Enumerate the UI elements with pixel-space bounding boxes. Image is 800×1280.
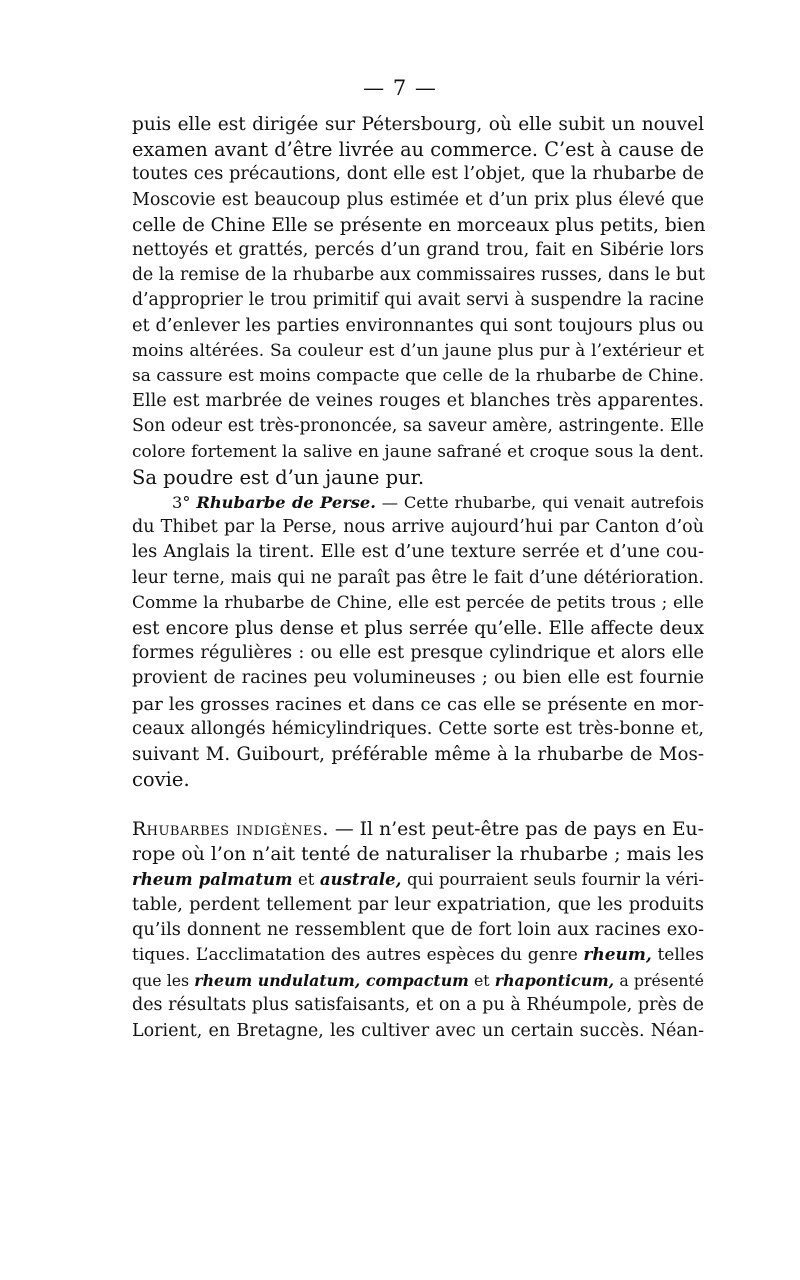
section-number: 3° (172, 493, 191, 513)
text-line: examen avant d’être livrée au commerce. C’est à cause de (132, 138, 704, 162)
text-line: les Anglais la tirent. Elle est d’une texture serrée et d’une cou- (132, 542, 704, 563)
text-line: rope où l’on n’ait tenté de naturaliser la rhubarbe ; mais les (132, 844, 704, 866)
text-line: par les grosses racines et dans ce cas elle se présente en mor- (132, 693, 704, 715)
species-name: rheum undulatum, compactum (194, 971, 469, 991)
text-line: est encore plus dense et plus serrée qu’elle. Elle affecte deux (132, 618, 704, 640)
text-line: sa cassure est moins compacte que celle de la rhubarbe de Chine. (132, 366, 704, 387)
text-line: colore fortement la salive en jaune safrané et croque sous la dent. (132, 441, 704, 462)
text-span: a présenté (619, 971, 704, 991)
text-line (132, 867, 704, 892)
text-line: Comme la rhubarbe de Chine, elle est percée de petits trous ; elle (132, 592, 704, 613)
text-span: telles (657, 945, 704, 966)
genus-name: rheum, (583, 945, 652, 966)
section-heading-line (132, 490, 704, 515)
text-line: du Thibet par la Perse, nous arrive aujourd’hui par Canton d’où (132, 517, 704, 538)
text-line: des résultats plus satisfaisants, et on a pu à Rhéumpole, près de (132, 995, 704, 1016)
text-span: que les (132, 971, 190, 991)
text-line: covie. (132, 768, 190, 792)
section-title: Rhubarbe de Perse. (196, 493, 376, 513)
text-line: leur terne, mais qui ne paraît pas être le fait d’une détérioration. (132, 567, 704, 588)
text-span: — Il n’est peut-être pas de pays en Eu- (334, 819, 704, 840)
text-line: Son odeur est très-prononcée, sa saveur amère, astringente. Elle (132, 416, 704, 437)
text-line: de la remise de la rhubarbe aux commissaires russes, dans le but (132, 265, 706, 286)
species-name: australe, (319, 870, 402, 890)
text-line: formes régulières : ou elle est presque cylindrique et alors elle (132, 643, 704, 664)
indigenous-section (132, 817, 704, 1044)
text-line: Lorient, en Bretagne, les cultiver avec un certain succès. Néan- (132, 1020, 704, 1041)
text-line: nettoyés et grattés, percés d’un grand trou, fait en Sibérie lors (132, 240, 704, 261)
species-name: rheum palmatum (132, 870, 293, 890)
text-span: et (297, 870, 315, 890)
text-line: Sa poudre est d’un jaune pur. (132, 465, 425, 489)
text-line: d’approprier le trou primitif qui avait servi à suspendre la racine (132, 290, 704, 311)
section-heading: Rhubarbes indigènes. (132, 819, 329, 840)
text-span: qui pourraient seuls fournir la véri- (406, 870, 705, 890)
text-line: et d’enlever les parties environnantes qui sont toujours plus ou (132, 315, 704, 336)
text-line: qu’ils donnent ne ressemblent que de fort loin aux racines exo- (132, 919, 704, 940)
text-line: suivant M. Guibourt, préférable même à la rhubarbe de Mos- (132, 744, 704, 766)
text-line: Moscovie est beaucoup plus estimée et d’un prix plus élevé que (132, 189, 704, 210)
text-line: provient de racines peu volumineuses ; ou bien elle est fournie (132, 668, 704, 689)
text-line: moins altérées. Sa couleur est d’un jaune plus pur à l’extérieur et (132, 340, 704, 361)
text-line (132, 943, 704, 968)
text-line: toutes ces précautions, dont elle est l’objet, que la rhubarbe de (132, 164, 704, 185)
text-line: celle de Chine Elle se présente en morceaux plus petits, bien (132, 214, 706, 236)
text-span: — Cette rhubarbe, qui venait autrefois (381, 493, 704, 513)
text-line: ceaux allongés hémicylindriques. Cette sorte est très-bonne et, (132, 718, 704, 739)
species-name: rhaponticum, (494, 971, 615, 991)
section-heading-line (132, 817, 704, 842)
main-text (132, 112, 704, 792)
page-number: — 7 — (363, 76, 437, 100)
text-line: Elle est marbrée de veines rouges et blanches très apparentes. (132, 391, 704, 412)
text-span: tiques. L’acclimatation des autres espèces du genre (132, 945, 578, 966)
text-span: et (473, 971, 490, 991)
text-line (132, 968, 704, 993)
text-line: puis elle est dirigée sur Pétersbourg, où elle subit un nouvel (132, 114, 704, 135)
text-line: table, perdent tellement par leur expatriation, que les produits (132, 894, 704, 915)
